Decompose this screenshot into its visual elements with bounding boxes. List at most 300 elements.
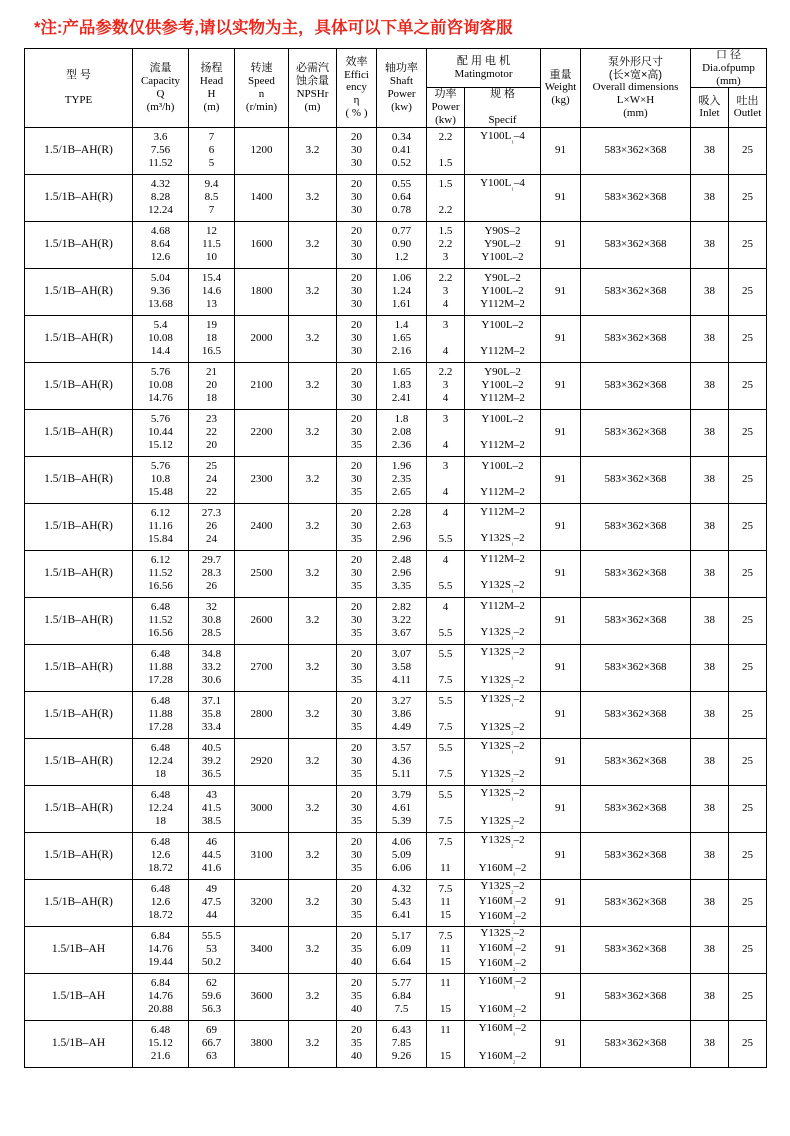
motor-power-line: 7.5 — [438, 814, 453, 827]
capacity-line: 6.48 — [150, 648, 171, 661]
cell-shaft-power — [377, 597, 427, 644]
cell-inlet: 38 — [691, 550, 729, 597]
cell-efficiency — [337, 221, 377, 268]
motor-spec-line: $Y132S_{_1}-2$ — [480, 625, 525, 640]
cell-motor-spec — [465, 503, 541, 550]
motor-power-line: 5.5 — [438, 742, 453, 755]
shaft-line: 0.64 — [391, 191, 412, 204]
motor-power-line: 11 — [440, 896, 451, 909]
cell-inlet: 38 — [691, 926, 729, 973]
cell-motor-power — [427, 597, 465, 644]
header-npsh-cn2: 蚀余量 — [296, 75, 329, 87]
motor-power-line — [427, 426, 464, 439]
eff-line: 35 — [351, 767, 362, 780]
cell-type: 1.5/1B–AH(R) — [25, 785, 133, 832]
cell-inlet: 38 — [691, 644, 729, 691]
capacity-line: 5.76 — [150, 366, 171, 379]
cell-shaft-power — [377, 973, 427, 1020]
cell-outlet: 25 — [729, 174, 767, 221]
shaft-line: 3.86 — [391, 708, 412, 721]
header-shaft-cn: 轴功率 — [385, 62, 418, 75]
shaft-line: 5.43 — [391, 896, 412, 909]
capacity-line: 16.56 — [148, 626, 173, 639]
head-line: 43 — [206, 789, 217, 802]
motor-power-line: 11 — [440, 977, 451, 990]
motor-spec-line: $Y132S_{_2}-2$ — [480, 814, 525, 830]
motor-power-line: 11 — [440, 861, 451, 874]
motor-power-line: 7.5 — [438, 720, 453, 733]
head-line: 22 — [206, 426, 217, 439]
capacity-line: 6.48 — [150, 1024, 171, 1037]
cell-motor-power — [427, 785, 465, 832]
cell-speed: 3000 — [235, 785, 289, 832]
motor-power-line — [427, 708, 464, 721]
motor-spec-line — [465, 205, 540, 218]
shaft-line: 6.41 — [391, 908, 412, 921]
cell-outlet: 25 — [729, 456, 767, 503]
head-line: 12 — [206, 225, 217, 238]
motor-spec-line — [465, 426, 540, 439]
shaft-line: 2.65 — [391, 485, 412, 498]
eff-line: 20 — [351, 507, 362, 520]
motor-spec-line: Y100L–2 — [481, 379, 524, 392]
capacity-line: 5.76 — [150, 460, 171, 473]
cell-capacity — [133, 127, 189, 174]
eff-line: 20 — [351, 178, 362, 191]
shaft-line: 6.64 — [391, 955, 412, 968]
cell-outlet: 25 — [729, 221, 767, 268]
head-line: 26 — [206, 520, 217, 533]
eff-line: 30 — [351, 567, 362, 580]
head-line: 10 — [206, 250, 217, 263]
shaft-line: 6.84 — [391, 990, 412, 1003]
head-line: 30.6 — [201, 673, 222, 686]
head-line: 7 — [208, 203, 215, 216]
cell-motor-spec — [465, 785, 541, 832]
motor-power-line: 7.5 — [438, 930, 453, 943]
table-row — [25, 597, 767, 644]
motor-spec-line: Y112M–2 — [480, 506, 525, 519]
cell-npsh: 3.2 — [289, 738, 337, 785]
header-dia-en: Dia.ofpump — [702, 61, 755, 74]
cell-shaft-power — [377, 174, 427, 221]
motor-spec-line: Y100L–2 — [481, 413, 524, 426]
cell-dimensions: 583×362×368 — [581, 362, 691, 409]
cell-capacity — [133, 644, 189, 691]
cell-dimensions: 583×362×368 — [581, 644, 691, 691]
capacity-line: 7.56 — [150, 144, 171, 157]
cell-npsh: 3.2 — [289, 362, 337, 409]
motor-spec-line: $Y160M_{_2}-2$ — [478, 909, 527, 925]
cell-weight: 91 — [541, 926, 581, 973]
cell-type: 1.5/1B–AH(R) — [25, 738, 133, 785]
shaft-line: 4.32 — [391, 883, 412, 896]
cell-motor-spec — [465, 738, 541, 785]
shaft-line: 5.11 — [392, 767, 411, 780]
cell-head — [189, 409, 235, 456]
shaft-line: 4.11 — [392, 673, 411, 686]
head-line: 39.2 — [201, 755, 222, 768]
shaft-line: 0.55 — [391, 178, 412, 191]
motor-power-line — [427, 661, 464, 674]
cell-motor-power — [427, 268, 465, 315]
head-line: 18 — [206, 332, 217, 345]
cell-shaft-power — [377, 644, 427, 691]
header-shaft-en: Shaft — [389, 75, 414, 87]
table-row — [25, 503, 767, 550]
shaft-line: 7.85 — [391, 1037, 412, 1050]
cell-speed: 2500 — [235, 550, 289, 597]
motor-power-line: 4 — [442, 344, 449, 357]
shaft-line: 4.49 — [391, 720, 412, 733]
cell-npsh: 3.2 — [289, 644, 337, 691]
table-row — [25, 174, 767, 221]
head-line: 23 — [206, 413, 217, 426]
cell-motor-power — [427, 362, 465, 409]
cell-outlet: 25 — [729, 409, 767, 456]
cell-efficiency — [337, 362, 377, 409]
cell-inlet: 38 — [691, 973, 729, 1020]
cell-weight: 91 — [541, 503, 581, 550]
cell-shaft-power — [377, 785, 427, 832]
capacity-line: 17.28 — [148, 720, 173, 733]
eff-line: 20 — [351, 695, 362, 708]
motor-power-line: 4 — [442, 554, 449, 567]
motor-spec-line — [465, 708, 540, 721]
cell-outlet: 25 — [729, 785, 767, 832]
head-line: 33.4 — [201, 720, 222, 733]
eff-line: 30 — [351, 426, 362, 439]
cell-shaft-power — [377, 409, 427, 456]
cell-speed: 2200 — [235, 409, 289, 456]
cell-motor-spec — [465, 1020, 541, 1067]
capacity-line: 6.12 — [150, 554, 171, 567]
spec-table-container — [0, 48, 790, 1068]
cell-efficiency — [337, 926, 377, 973]
eff-line: 30 — [351, 297, 362, 310]
header-dim-unit: (mm) — [623, 106, 648, 119]
cell-outlet: 25 — [729, 127, 767, 174]
eff-line: 35 — [351, 990, 362, 1003]
eff-line: 30 — [351, 391, 362, 404]
motor-power-line: 4 — [442, 601, 449, 614]
cell-head — [189, 1020, 235, 1067]
shaft-line: 1.65 — [391, 366, 412, 379]
header-head-symbol: H — [207, 87, 216, 100]
cell-capacity — [133, 785, 189, 832]
motor-power-line: 3 — [442, 285, 449, 298]
cell-weight: 91 — [541, 456, 581, 503]
cell-npsh: 3.2 — [289, 879, 337, 926]
cell-type: 1.5/1B–AH(R) — [25, 879, 133, 926]
eff-line: 35 — [351, 579, 362, 592]
eff-line: 20 — [351, 225, 362, 238]
cell-dimensions: 583×362×368 — [581, 597, 691, 644]
eff-line: 30 — [351, 250, 362, 263]
cell-capacity — [133, 550, 189, 597]
cell-motor-power — [427, 973, 465, 1020]
cell-head — [189, 785, 235, 832]
cell-npsh: 3.2 — [289, 973, 337, 1020]
capacity-line: 6.84 — [150, 930, 171, 943]
motor-spec-line: $Y132S_{_1}-2$ — [480, 531, 525, 546]
motor-spec-line: $Y100L_{_1}-4$ — [480, 130, 525, 145]
motor-power-line — [427, 802, 464, 815]
header-dim-cn: 泵外形尺寸 — [608, 55, 663, 68]
cell-motor-spec — [465, 879, 541, 926]
header-weight-cn: 重量 — [549, 68, 572, 81]
header-speed-symbol: n — [258, 87, 265, 100]
header-row — [25, 49, 767, 88]
motor-power-line: 7.5 — [438, 673, 453, 686]
motor-spec-line: $Y132S_{_1}-2$ — [480, 578, 525, 593]
cell-weight: 91 — [541, 1020, 581, 1067]
cell-type: 1.5/1B–AH — [25, 926, 133, 973]
cell-dimensions: 583×362×368 — [581, 785, 691, 832]
motor-spec-line: $Y132S_{_2}-2$ — [480, 834, 525, 849]
table-row — [25, 832, 767, 879]
header-eff-en: Effici — [344, 68, 369, 81]
cell-dimensions: 583×362×368 — [581, 174, 691, 221]
cell-type: 1.5/1B–AH(R) — [25, 409, 133, 456]
cell-shaft-power — [377, 503, 427, 550]
eff-line: 35 — [351, 485, 362, 498]
cell-efficiency — [337, 503, 377, 550]
header-shaft-unit: (kw) — [391, 100, 412, 113]
cell-motor-spec — [465, 221, 541, 268]
cell-shaft-power — [377, 550, 427, 597]
table-row — [25, 738, 767, 785]
table-header — [25, 49, 767, 128]
motor-spec-line: $Y160M_{_1}-2$ — [478, 895, 527, 910]
eff-line: 35 — [351, 814, 362, 827]
motor-spec-line: Y112M–2 — [480, 553, 525, 566]
capacity-line: 4.32 — [150, 178, 171, 191]
cell-weight: 91 — [541, 268, 581, 315]
motor-spec-line: $Y160M_{_2}-2$ — [478, 956, 527, 972]
table-row — [25, 691, 767, 738]
head-line: 24 — [206, 532, 217, 545]
cell-shaft-power — [377, 315, 427, 362]
header-head-unit: (m) — [203, 100, 220, 113]
motor-spec-line — [465, 755, 540, 768]
pump-spec-table — [24, 48, 767, 1068]
motor-power-line: 2.2 — [438, 272, 453, 285]
cell-speed: 3800 — [235, 1020, 289, 1067]
cell-speed: 1200 — [235, 127, 289, 174]
cell-motor-power — [427, 503, 465, 550]
motor-spec-line: Y112M–2 — [480, 600, 525, 613]
motor-power-line: 15 — [440, 1049, 451, 1062]
cell-efficiency — [337, 973, 377, 1020]
eff-line: 20 — [351, 836, 362, 849]
head-line: 44.5 — [201, 849, 222, 862]
head-line: 9.4 — [204, 178, 219, 191]
motor-power-line: 5.5 — [438, 626, 453, 639]
cell-inlet: 38 — [691, 738, 729, 785]
shaft-line: 0.52 — [391, 156, 412, 169]
motor-spec-line: Y100L–2 — [481, 285, 524, 298]
eff-line: 20 — [351, 883, 362, 896]
header-capacity-symbol: Q — [156, 87, 165, 100]
motor-power-line: 5.5 — [438, 532, 453, 545]
capacity-line: 6.48 — [150, 695, 171, 708]
motor-spec-line: $Y160M_{_2}-2$ — [478, 1002, 527, 1018]
cell-type: 1.5/1B–AH(R) — [25, 315, 133, 362]
capacity-line: 18.72 — [148, 861, 173, 874]
motor-power-line — [427, 332, 464, 345]
cell-capacity — [133, 503, 189, 550]
shaft-line: 2.28 — [391, 507, 412, 520]
cell-type: 1.5/1B–AH(R) — [25, 550, 133, 597]
cell-weight: 91 — [541, 127, 581, 174]
capacity-line: 4.68 — [150, 225, 171, 238]
header-motor-spec-en: Specif — [488, 113, 517, 126]
header-type-en: TYPE — [64, 94, 93, 107]
motor-power-line: 5.5 — [438, 648, 453, 661]
capacity-line: 11.88 — [148, 661, 173, 674]
head-line: 26 — [206, 579, 217, 592]
shaft-line: 1.65 — [391, 332, 412, 345]
cell-type: 1.5/1B–AH — [25, 973, 133, 1020]
head-line: 44 — [206, 908, 217, 921]
header-motor-power — [427, 88, 465, 127]
cell-weight: 91 — [541, 644, 581, 691]
cell-head — [189, 362, 235, 409]
cell-motor-power — [427, 127, 465, 174]
cell-capacity — [133, 315, 189, 362]
cell-weight: 91 — [541, 785, 581, 832]
cell-outlet: 25 — [729, 1020, 767, 1067]
capacity-line: 12.6 — [150, 896, 171, 909]
cell-type: 1.5/1B–AH(R) — [25, 362, 133, 409]
cell-head — [189, 879, 235, 926]
eff-line: 35 — [351, 438, 362, 451]
cell-npsh: 3.2 — [289, 221, 337, 268]
eff-line: 30 — [351, 614, 362, 627]
motor-spec-line: $Y132S_{_1}-2$ — [480, 646, 525, 661]
motor-spec-line — [465, 1037, 540, 1050]
capacity-line: 14.4 — [150, 344, 171, 357]
cell-efficiency — [337, 738, 377, 785]
shaft-line: 4.36 — [391, 755, 412, 768]
header-eff-symbol: η — [353, 94, 360, 107]
cell-dimensions: 583×362×368 — [581, 926, 691, 973]
head-line: 20 — [206, 438, 217, 451]
shaft-line: 2.96 — [391, 532, 412, 545]
head-line: 27.3 — [201, 507, 222, 520]
shaft-line: 6.43 — [391, 1024, 412, 1037]
motor-spec-line — [465, 158, 540, 171]
cell-head — [189, 315, 235, 362]
head-line: 8.5 — [204, 191, 219, 204]
capacity-line: 12.6 — [150, 250, 171, 263]
motor-power-line: 3 — [442, 460, 449, 473]
shaft-line: 2.48 — [391, 554, 412, 567]
table-row — [25, 268, 767, 315]
motor-power-line — [427, 144, 464, 157]
capacity-line: 11.16 — [148, 520, 173, 533]
shaft-line: 2.35 — [391, 473, 412, 486]
shaft-line: 2.41 — [391, 391, 412, 404]
cell-motor-power — [427, 644, 465, 691]
header-head-cn: 扬程 — [200, 62, 223, 75]
head-line: 7 — [208, 131, 215, 144]
head-line: 34.8 — [201, 648, 222, 661]
cell-type: 1.5/1B–AH(R) — [25, 691, 133, 738]
cell-motor-spec — [465, 691, 541, 738]
cell-head — [189, 832, 235, 879]
shaft-line: 0.34 — [391, 131, 412, 144]
cell-head — [189, 738, 235, 785]
shaft-line: 9.26 — [391, 1049, 412, 1062]
motor-spec-line — [465, 990, 540, 1003]
motor-spec-line: $Y132S_{_1}-2$ — [480, 693, 525, 708]
head-line: 36.5 — [201, 767, 222, 780]
motor-power-line: 4 — [442, 507, 449, 520]
head-line: 55.5 — [201, 930, 222, 943]
cell-dimensions: 583×362×368 — [581, 409, 691, 456]
motor-power-line — [427, 1037, 464, 1050]
capacity-line: 15.12 — [148, 1037, 173, 1050]
motor-power-line: 11 — [440, 1024, 451, 1037]
head-line: 22 — [206, 485, 217, 498]
cell-speed: 3400 — [235, 926, 289, 973]
cell-inlet: 38 — [691, 362, 729, 409]
cell-motor-spec — [465, 409, 541, 456]
header-speed-en: Speed — [248, 75, 275, 87]
cell-speed: 2600 — [235, 597, 289, 644]
cell-motor-spec — [465, 127, 541, 174]
shaft-line: 3.57 — [391, 742, 412, 755]
cell-head — [189, 221, 235, 268]
table-row — [25, 1020, 767, 1067]
cell-dimensions: 583×362×368 — [581, 550, 691, 597]
header-outlet-en: Outlet — [733, 107, 762, 120]
cell-speed: 2920 — [235, 738, 289, 785]
motor-power-line — [427, 191, 464, 204]
disclaimer-notice: *注:产品参数仅供参考,请以实物为主，具体可以下单之前咨询客服 — [34, 19, 513, 37]
motor-spec-line: $Y132S_{_1}-2$ — [480, 740, 525, 755]
header-npsh-en: NPSHr — [296, 87, 329, 100]
shaft-line: 7.5 — [394, 1002, 409, 1015]
motor-spec-line — [465, 849, 540, 862]
header-motor-spec-cn: 规 格 — [489, 88, 516, 101]
table-row — [25, 315, 767, 362]
header-inlet-cn: 吸入 — [698, 94, 721, 107]
motor-spec-line: Y112M–2 — [480, 485, 525, 498]
cell-weight: 91 — [541, 597, 581, 644]
cell-efficiency — [337, 550, 377, 597]
header-npsh-unit: (m) — [304, 100, 321, 113]
cell-motor-power — [427, 832, 465, 879]
header-outlet — [729, 88, 767, 127]
shaft-line: 3.07 — [391, 648, 412, 661]
cell-npsh: 3.2 — [289, 926, 337, 973]
motor-spec-line: Y112M–2 — [480, 344, 525, 357]
motor-power-line: 4 — [442, 391, 449, 404]
cell-type: 1.5/1B–AH(R) — [25, 174, 133, 221]
cell-weight: 91 — [541, 315, 581, 362]
motor-spec-line: Y112M–2 — [480, 297, 525, 310]
cell-shaft-power — [377, 832, 427, 879]
cell-motor-spec — [465, 550, 541, 597]
capacity-line: 6.48 — [150, 836, 171, 849]
cell-motor-power — [427, 550, 465, 597]
cell-weight: 91 — [541, 362, 581, 409]
shaft-line: 5.17 — [391, 930, 412, 943]
header-diameter — [691, 49, 767, 88]
